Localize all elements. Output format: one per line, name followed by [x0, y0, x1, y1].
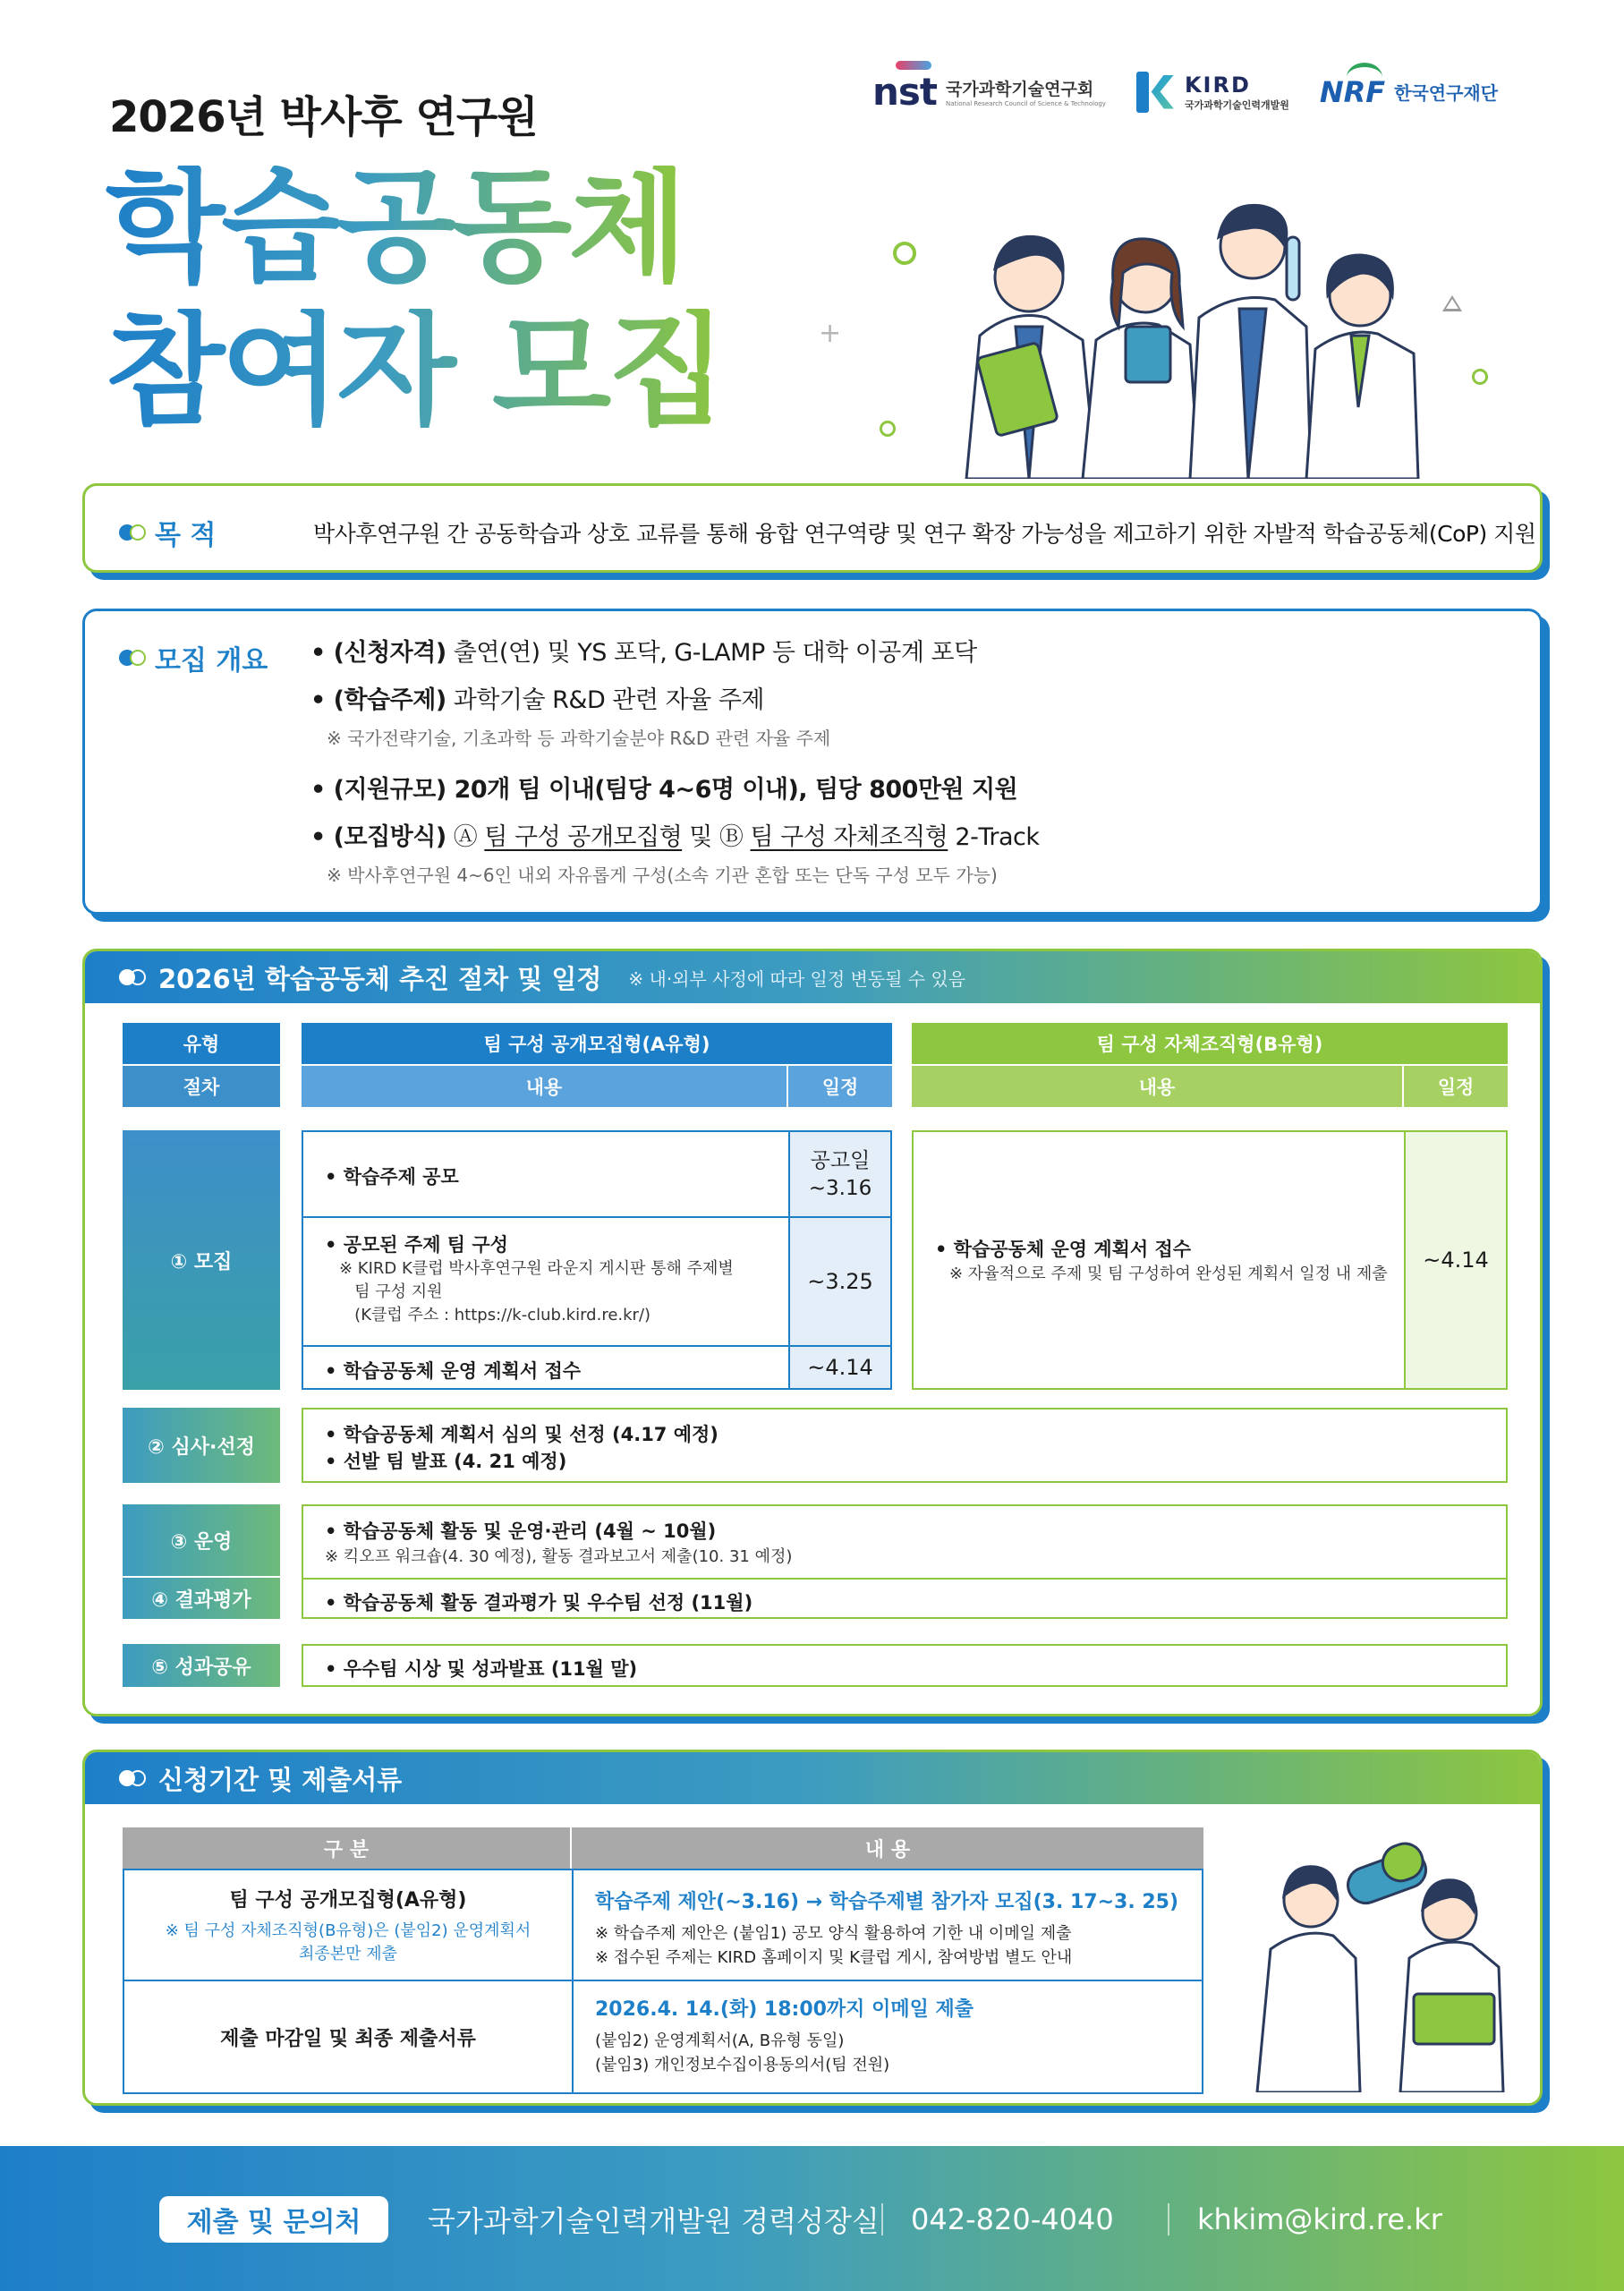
nst-logo-name: 국가과학기술연구회	[945, 80, 1094, 99]
nst-logo	[872, 70, 1106, 114]
poster-headline-line2: 참여자 모집	[106, 298, 724, 442]
apply-box	[82, 1750, 1543, 2106]
nrf-logo-mark: NRF	[1319, 74, 1386, 109]
apply-row2-content	[595, 1994, 1195, 2077]
kird-logo-name: 국가과학기술인력개발원	[1184, 98, 1289, 111]
a-item-plan-submit: • 학습공동체 운영 계획서 접수	[325, 1360, 582, 1382]
a-item-topic-call: • 학습주제 공모	[325, 1166, 459, 1188]
row-divider	[303, 1578, 1506, 1580]
column-divider	[572, 1870, 574, 2092]
a-item-team-formation: • 공모된 주제 팀 구성	[325, 1234, 508, 1256]
apply-table	[123, 1869, 1203, 2094]
schedule-title: 2026년 학습공동체 추진 절차 및 일정	[158, 963, 602, 994]
header-type: 유형	[123, 1023, 280, 1064]
schedule-note: ※ 내·외부 사정에 따라 일정 변동될 수 있음	[628, 967, 966, 990]
a-date-team-formation: ~3.25	[807, 1269, 873, 1294]
apply-row1-content	[595, 1886, 1195, 1970]
overview-note-method: ※ 박사후연구원 4~6인 내외 자유롭게 구성(소속 기관 혼합 또는 단독 구성 모두 가능)	[327, 864, 998, 886]
apply-row1-category	[124, 1870, 572, 1980]
footer-label: 제출 및 문의처	[159, 2196, 388, 2243]
purpose-heading	[119, 513, 216, 552]
evaluation-item: • 학습공동체 활동 결과평가 및 우수팀 선정 (11월)	[325, 1592, 753, 1614]
header-procedure: 절차	[123, 1066, 280, 1107]
sharing-box	[302, 1644, 1508, 1687]
type-a-recruit-table	[302, 1130, 892, 1390]
overview-item-scale: • (지원규모) 20개 팀 이내(팀당 4~6명 이내), 팀당 800만원 지원	[310, 776, 1018, 804]
apply-row1-sub: ※ 팀 구성 자체조직형(B유형)은 (붙임2) 운영계획서 최종본만 제출	[165, 1921, 531, 1963]
apply-row2-note-1: (붙임2) 운영계획서(A, B유형 동일)	[595, 2031, 845, 2050]
deco-plus-icon: +	[819, 318, 842, 349]
footer-email[interactable]: khkim@kird.re.kr	[1197, 2202, 1442, 2236]
overview-box	[82, 609, 1543, 915]
stage-sharing: ⑤ 성과공유	[123, 1644, 280, 1687]
header-b-content: 내용	[912, 1066, 1402, 1107]
bullet-dots-icon	[119, 524, 149, 541]
review-item-1: • 학습공동체 계획서 심의 및 선정 (4.17 예정)	[325, 1424, 718, 1445]
apply-header-content: 내 용	[572, 1827, 1203, 1869]
apply-row2-note-2: (붙임3) 개인정보수집이용동의서(팀 전원)	[595, 2056, 890, 2074]
footer-separator	[881, 2203, 883, 2236]
footer-phone[interactable]: 042-820-4040	[911, 2202, 1114, 2236]
footer-org: 국가과학기술인력개발원 경력성장실	[428, 2204, 880, 2238]
purpose-box	[82, 483, 1543, 573]
review-item-2: • 선발 팀 발표 (4. 21 예정)	[325, 1451, 567, 1472]
operation-item: • 학습공동체 활동 및 운영·관리 (4월 ~ 10월)	[325, 1520, 717, 1542]
contact-footer	[0, 2146, 1624, 2291]
nst-logo-english: National Research Council of Science & Technology	[945, 100, 1106, 107]
type-b-recruit-table	[912, 1130, 1508, 1390]
team-illustration	[1239, 1815, 1526, 2092]
header-type-a: 팀 구성 공개모집형(A유형)	[302, 1023, 892, 1064]
review-box	[302, 1408, 1508, 1483]
apply-row2-title: 제출 마감일 및 최종 제출서류	[220, 2027, 476, 2050]
partner-logos	[872, 70, 1498, 114]
stage-evaluation: ④ 결과평가	[123, 1578, 280, 1619]
overview-item-method: • (모집방식) Ⓐ 팀 구성 공개모집형 및 Ⓑ 팀 구성 자체조직형 2-Track	[310, 823, 1040, 851]
footer-separator	[1168, 2203, 1169, 2236]
operation-note: ※ 킥오프 워크숍(4. 30 예정), 활동 결과보고서 제출(10. 31 예정)	[325, 1547, 793, 1566]
researchers-illustration	[931, 183, 1557, 479]
sharing-item: • 우수팀 시상 및 성과발표 (11월 말)	[325, 1658, 638, 1680]
b-note-plan-submit: ※ 자율적으로 주제 및 팀 구성하여 완성된 계획서 일정 내 제출	[949, 1265, 1388, 1283]
apply-row2-headline: 2026.4. 14.(화) 18:00까지 이메일 제출	[595, 1998, 974, 2021]
purpose-text: 박사후연구원 간 공동학습과 상호 교류를 통해 융합 연구역량 및 연구 확장 가능성을 제고하기 위한 자발적 학습공동체(CoP) 지원	[313, 521, 1536, 547]
a-date-plan-submit: ~4.14	[807, 1355, 873, 1380]
deco-circle-icon	[893, 242, 916, 265]
kird-logo	[1136, 72, 1289, 113]
stage-review: ② 심사·선정	[123, 1408, 280, 1483]
overview-note-topic: ※ 국가전략기술, 기초과학 등 과학기술분야 R&D 관련 자율 주제	[327, 728, 831, 749]
nst-logo-mark: nst	[872, 70, 937, 114]
apply-row1-headline: 학습주제 제안(~3.16) → 학습주제별 참가자 모집(3. 17~3. 25)	[595, 1891, 1179, 1913]
poster-subtitle: 2026년 박사후 연구원	[109, 92, 538, 142]
overview-label: 모집 개요	[155, 645, 268, 677]
poster-headline-line1: 학습공동체	[106, 155, 684, 299]
header-b-date: 일정	[1404, 1066, 1508, 1107]
header-a-date: 일정	[788, 1066, 892, 1107]
b-date-plan-submit: ~4.14	[1404, 1132, 1506, 1388]
deco-circle-icon	[880, 421, 896, 437]
apply-row1-note-2: ※ 접수된 주제는 KIRD 홈페이지 및 K클럽 게시, 참여방법 별도 안내	[595, 1948, 1073, 1967]
stage-operation: ③ 운영	[123, 1504, 280, 1576]
apply-row2-category	[124, 1981, 572, 2092]
header-type-b: 팀 구성 자체조직형(B유형)	[912, 1023, 1508, 1064]
apply-row1-title: 팀 구성 공개모집형(A유형)	[229, 1889, 467, 1912]
schedule-box	[82, 949, 1543, 1716]
overview-heading	[119, 638, 268, 677]
overview-list	[310, 633, 1040, 907]
kird-logo-icon	[1136, 72, 1176, 113]
apply-header	[85, 1752, 1540, 1804]
stage-recruit: ① 모집	[123, 1130, 280, 1390]
kird-logo-mark: KIRD	[1184, 72, 1251, 98]
bullet-dots-icon	[119, 649, 149, 667]
nrf-logo-name: 한국연구재단	[1394, 82, 1499, 104]
schedule-header	[85, 951, 1540, 1003]
a-note-team-formation: ※ KIRD K클럽 박사후연구원 라운지 게시판 통해 주제별 팀 구성 지원 (K클럽 주소 : https://k-club.kird.re.kr/)	[339, 1259, 734, 1325]
apply-header-category: 구 분	[123, 1827, 570, 1869]
b-item-plan-submit: • 학습공동체 운영 계획서 접수	[935, 1239, 1192, 1260]
overview-item-eligibility: • (신청자격) 출연(연) 및 YS 포닥, G-LAMP 등 대학 이공계 포닥	[310, 639, 977, 667]
apply-row1-note-1: ※ 학습주제 제안은 (붙임1) 공모 양식 활용하여 기한 내 이메일 제출	[595, 1924, 1072, 1943]
bullet-dots-icon	[119, 1769, 149, 1787]
overview-item-topic: • (학습주제) 과학기술 R&D 관련 자율 주제	[310, 686, 765, 714]
bullet-dots-icon	[119, 968, 149, 986]
operation-box	[302, 1504, 1508, 1619]
a-date-topic-call: 공고일 ~3.16	[808, 1148, 872, 1200]
purpose-label: 목 적	[155, 520, 217, 551]
apply-title: 신청기간 및 제출서류	[158, 1764, 403, 1795]
header-a-content: 내용	[302, 1066, 786, 1107]
nrf-logo	[1320, 75, 1498, 109]
